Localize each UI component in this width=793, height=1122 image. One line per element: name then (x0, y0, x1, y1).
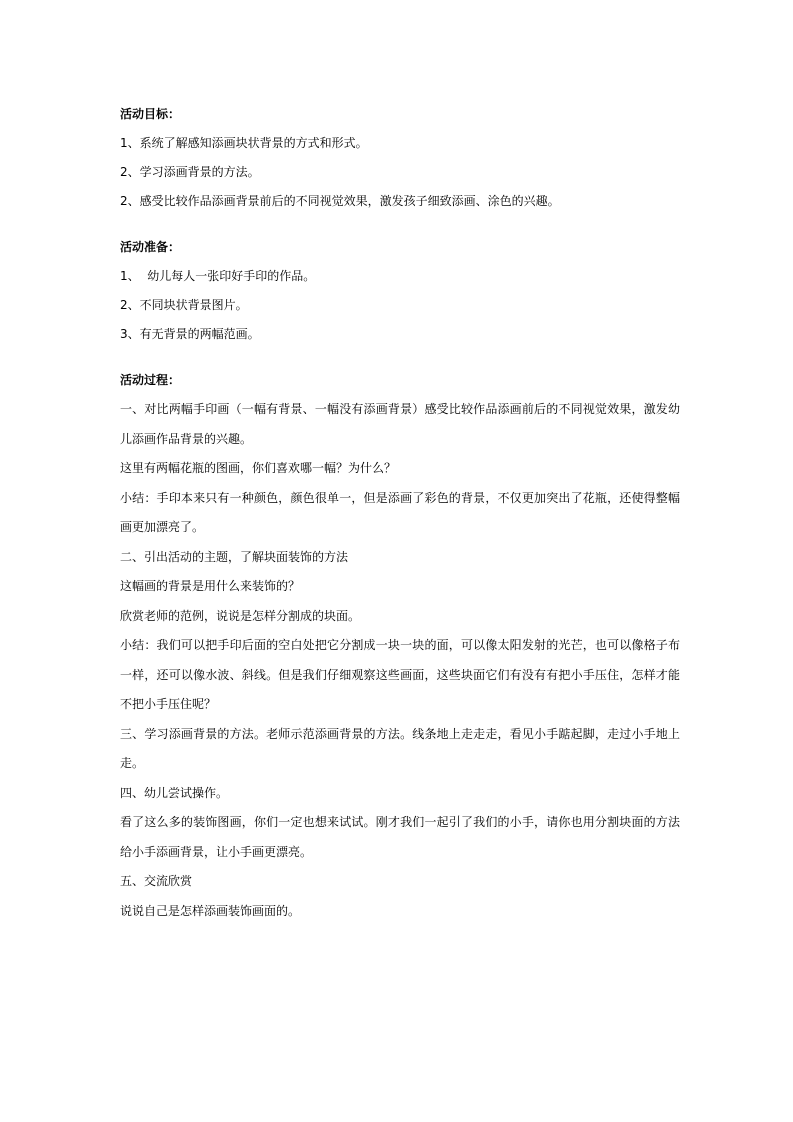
process-question-2: 这幅画的背景是用什么来装饰的？ (120, 579, 301, 593)
process-step-5: 五、交流欣赏 (120, 874, 193, 888)
process-section (120, 366, 680, 926)
goal-item-2: 2、学习添画背景的方法。 (120, 165, 260, 179)
process-heading: 活动过程： (120, 373, 181, 387)
process-closing: 说说自己是怎样添画装饰画面的。 (120, 903, 301, 918)
document-body (120, 100, 680, 926)
process-step-2: 二、引出活动的主题，了解块面装饰的方法 (120, 549, 349, 564)
goal-item-1: 1、系统了解感知添画块状背景的方式和形式。 (120, 136, 368, 150)
process-summary-2: 小结：我们可以把手印后面的空白处把它分割成一块一块的面，可以像太阳发射的光芒，也可以像格子布一样，还可以像水波、斜线。但是我们仔细观察这些画面，这些块面它们有没有有把小手压住，怎样才能不把小手压住呢？ (120, 638, 680, 711)
process-instruction: 看了这么多的装饰图画，你们一定也想来试试。刚才我们一起引了我们的小手，请你也用分割块面的方法给小手添画背景，让小手画更漂亮。 (120, 815, 680, 859)
process-step-3: 三、学习添画背景的方法。老师示范添画背景的方法。线条地上走走走，看见小手踮起脚，走过小手地上走。 (120, 726, 680, 770)
goals-heading: 活动目标： (120, 107, 181, 121)
preparation-item-2: 2、不同块状背景图片。 (120, 298, 248, 312)
preparation-item-3: 3、有无背景的两幅范画。 (120, 327, 260, 341)
section-spacer (120, 349, 680, 366)
process-step-4: 四、幼儿尝试操作。 (120, 785, 229, 800)
process-summary-1: 小结：手印本来只有一种颜色，颜色很单一，但是添画了彩色的背景，不仅更加突出了花瓶，还使得整幅画更加漂亮了。 (120, 490, 680, 534)
process-question-3: 欣赏老师的范例，说说是怎样分割成的块面。 (120, 608, 361, 623)
section-spacer (120, 216, 680, 233)
preparation-heading: 活动准备： (120, 240, 181, 254)
process-step-1: 一、对比两幅手印画（一幅有背景、一幅没有添画背景）感受比较作品添画前后的不同视觉效果，激发幼儿添画作品背景的兴趣。 (120, 402, 680, 446)
goals-section (120, 100, 680, 216)
process-question-1: 这里有两幅花瓶的图画，你们喜欢哪一幅？为什么？ (120, 461, 397, 475)
goal-item-3: 2、感受比较作品添画背景前后的不同视觉效果，激发孩子细致添画、涂色的兴趣。 (120, 194, 560, 208)
preparation-item-1: 1、 幼儿每人一张印好手印的作品。 (120, 269, 316, 283)
preparation-section (120, 233, 680, 349)
